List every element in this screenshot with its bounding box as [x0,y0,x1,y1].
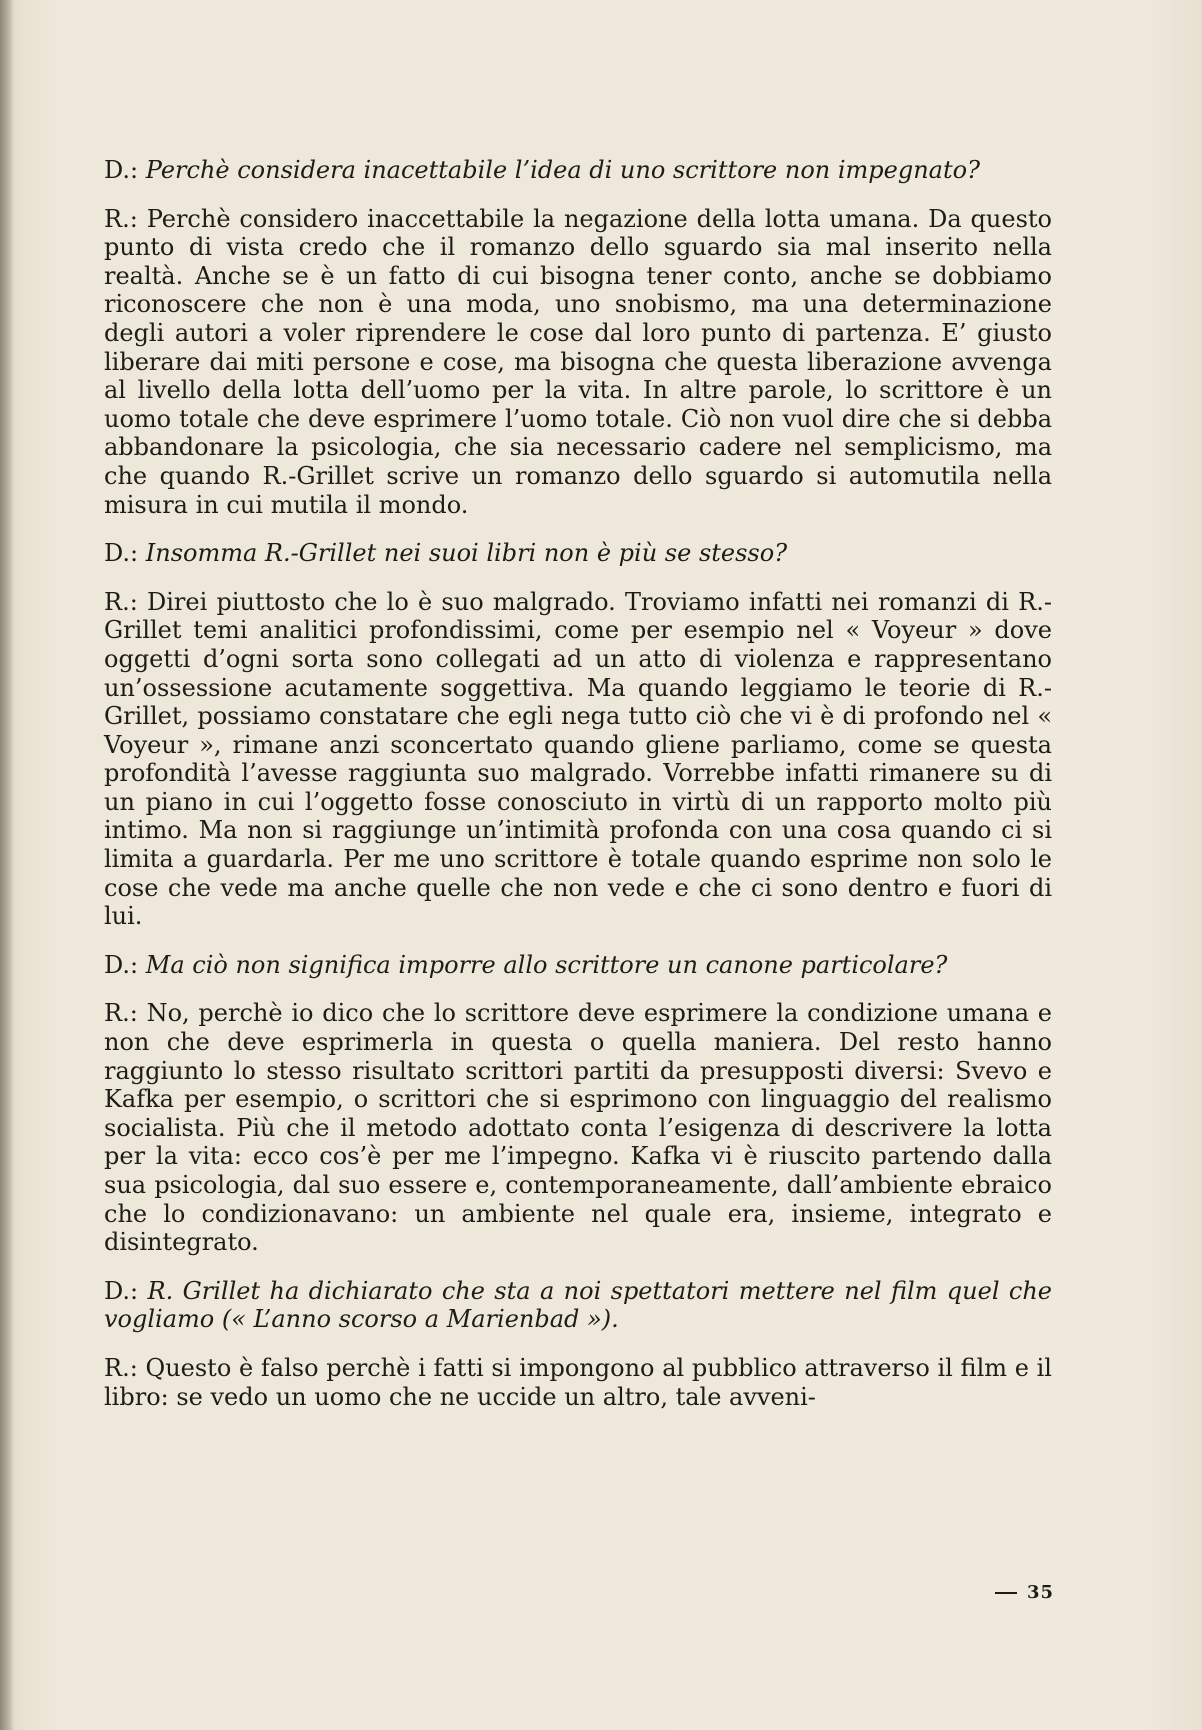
page-number-value: 35 [1026,1582,1054,1603]
question-paragraph [104,951,1052,980]
answer-text: Perchè considero inaccettabile la negazione della lotta umana. Da questo punto di vista credo che il romanzo dello sguardo sia mal inserito nella realtà. Anche se è un fatto di cui bisogna tener conto, anche se dobbiamo riconoscere che non è una moda, uno snobismo, ma una determinazione degli autori a voler riprendere le cose dal loro punto di partenza. E’ giusto liberare dai miti persone e cose, ma bisogna che questa liberazione avvenga al livello della lotta dell’uomo per la vita. In altre parole, lo scrittore è un uomo totale che deve esprimere l’uomo totale. Ciò non vuol dire che si debba abbandonare la psicologia, che sia necessario cadere nel semplicismo, ma che quando R.-Grillet scrive un romanzo dello sguardo si automutila nella misura in cui mutila il mondo. [104,204,1052,519]
question-paragraph [104,156,1052,185]
page-number [995,1582,1054,1603]
speaker-label: R.: [104,999,138,1028]
question-text: Insomma R.-Grillet nei suoi libri non è più se stesso? [145,539,788,568]
binding-edge [0,0,14,1730]
speaker-label: D.: [104,539,139,568]
text-body [104,156,1052,1411]
question-paragraph [104,1277,1052,1334]
question-text: R. Grillet ha dichiarato che sta a noi spettatori mettere nel film quel che vogliamo (« L’anno scorso a Marienbad »). [104,1276,1052,1334]
question-paragraph [104,539,1052,568]
speaker-label: D.: [104,1276,139,1305]
speaker-label: R.: [104,204,138,233]
speaker-label: R.: [104,1353,138,1382]
question-text: Ma ciò non significa imporre allo scrittore un canone particolare? [145,950,948,979]
answer-paragraph [104,205,1052,520]
folio-dash [995,1592,1017,1594]
answer-paragraph [104,1354,1052,1411]
answer-text: Direi piuttosto che lo è suo malgrado. Troviamo infatti nei romanzi di R.-Grillet temi analitici profondissimi, come per esempio nel « Voyeur » dove oggetti d’ogni sorta sono collegati ad un atto di violenza e rappresentano un’ossessione acutamente soggettiva. Ma quando leggiamo le teorie di R.-Grillet, possiamo constatare che egli nega tutto ciò che vi è di profondo nel « Voyeur », rimane anzi sconcertato quando gliene parliamo, come se questa profondità l’avesse raggiunta suo malgrado. Vorrebbe infatti rimanere su di un piano in cui l’oggetto fosse conosciuto in virtù di un rapporto molto più intimo. Ma non si raggiunge un’intimità profonda con una cosa quando ci si limita a guardarla. Per me uno scrittore è totale quando esprime non solo le cose che vede ma anche quelle che non vede e che ci sono dentro e fuori di lui. [104,587,1052,931]
speaker-label: R.: [104,587,138,616]
answer-paragraph [104,588,1052,931]
answer-text: Questo è falso perchè i fatti si impongono al pubblico attraverso il film e il libro: se vedo un uomo che ne uccide un altro, tale avveni- [104,1353,1052,1411]
answer-text: No, perchè io dico che lo scrittore deve esprimere la condizione umana e non che deve esprimerla in questa o quella maniera. Del resto hanno raggiunto lo stesso risultato scrittori partiti da presupposti diversi: Svevo e Kafka per esempio, o scrittori che si esprimono con linguaggio del realismo socialista. Più che il metodo adottato conta l’esigenza di descrivere la lotta per la vita: ecco cos’è per me l’impegno. Kafka vi è riuscito partendo dalla sua psicologia, dal suo essere e, contemporaneamente, dall’ambiente ebraico che lo condizionavano: un ambiente nel quale era, insieme, integrato e disintegrato. [104,999,1052,1257]
question-text: Perchè considera inacettabile l’idea di uno scrittore non impegnato? [145,156,980,184]
speaker-label: D.: [104,950,139,979]
answer-paragraph [104,999,1052,1256]
speaker-label: D.: [104,156,139,184]
